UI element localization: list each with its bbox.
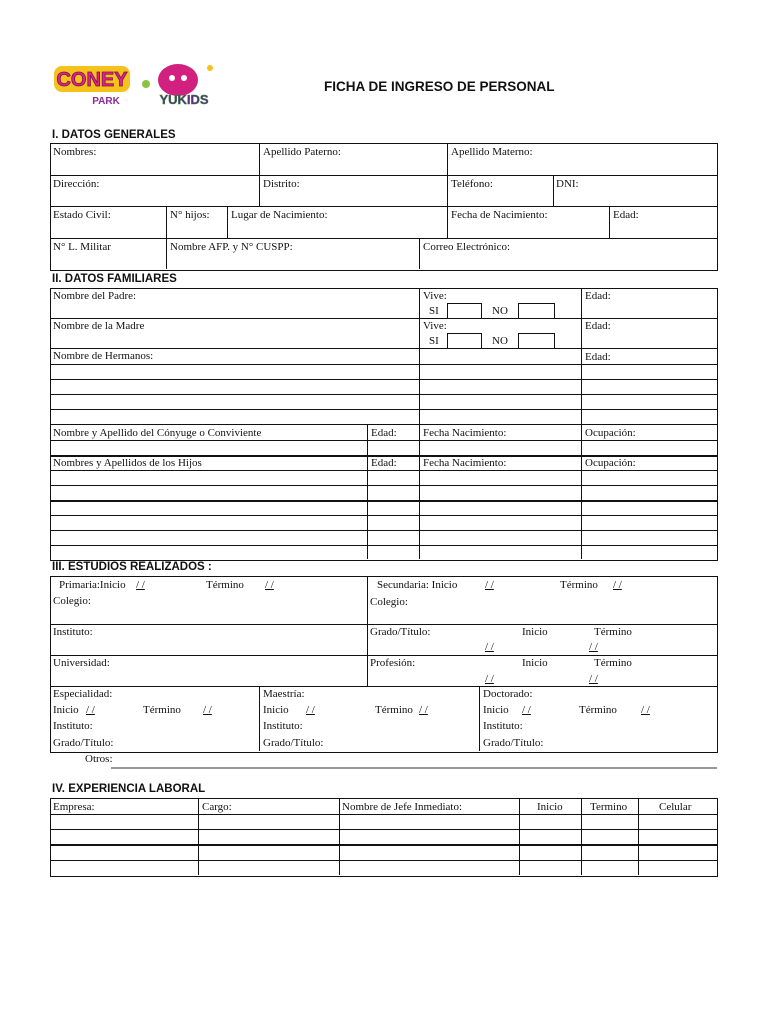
label-doctorado-grado: Grado/Título: xyxy=(483,737,544,749)
label-hijos-fecha: Fecha Nacimiento: xyxy=(423,457,507,469)
label-dni: DNI: xyxy=(556,178,579,190)
label-universidad: Universidad: xyxy=(53,657,110,669)
label-padre-si: SI xyxy=(429,305,439,317)
instituto-inicio-date: / / xyxy=(485,641,494,653)
label-secundaria-colegio: Colegio: xyxy=(370,596,408,608)
universidad-inicio-date: / / xyxy=(485,673,494,685)
label-secundaria-inicio: Secundaria: Inicio xyxy=(377,579,458,591)
label-especialidad-termino: Término xyxy=(143,704,181,716)
label-doctorado-inicio: Inicio xyxy=(483,704,509,716)
col-empresa: Empresa: xyxy=(53,801,95,813)
label-distrito: Distrito: xyxy=(263,178,300,190)
label-secundaria-termino: Término xyxy=(560,579,598,591)
label-padre-edad: Edad: xyxy=(585,290,611,302)
primaria-inicio-date: / / xyxy=(136,579,145,591)
label-conyuge-edad: Edad: xyxy=(371,427,397,439)
coney-park-logo xyxy=(54,62,132,106)
label-telefono: Teléfono: xyxy=(451,178,493,190)
label-conyuge-ocupacion: Ocupación: xyxy=(585,427,636,439)
label-conyuge-fecha: Fecha Nacimiento: xyxy=(423,427,507,439)
label-otros: Otros: xyxy=(85,753,113,765)
label-maestria-inicio: Inicio xyxy=(263,704,289,716)
primaria-termino-date: / / xyxy=(265,579,274,591)
label-universidad-termino: Término xyxy=(594,657,632,669)
label-apellido-paterno: Apellido Paterno: xyxy=(263,146,341,158)
especialidad-inicio-date: / / xyxy=(86,704,95,716)
label-lugar-nacimiento: Lugar de Nacimiento: xyxy=(231,209,328,221)
col-jefe: Nombre de Jefe Inmediato: xyxy=(342,801,463,813)
madre-vive-si-box[interactable] xyxy=(447,333,482,349)
label-primaria-colegio: Colegio: xyxy=(53,595,91,607)
maestria-termino-date: / / xyxy=(419,704,428,716)
label-doctorado: Doctorado: xyxy=(483,688,533,700)
label-primaria-termino: Término xyxy=(206,579,244,591)
col-celular: Celular xyxy=(659,801,692,813)
label-madre-no: NO xyxy=(492,335,508,347)
col-termino: Termino xyxy=(590,801,628,813)
label-nombre-madre: Nombre de la Madre xyxy=(53,320,145,332)
coney-logo-sub: PARK xyxy=(92,96,120,106)
label-conyuge: Nombre y Apellido del Cónyuge o Conviviente xyxy=(53,427,262,439)
label-afp: Nombre AFP. y N° CUSPP: xyxy=(170,241,293,253)
otros-line[interactable] xyxy=(111,767,717,769)
label-instituto: Instituto: xyxy=(53,626,93,638)
label-primaria-inicio: Primaria:Inicio xyxy=(59,579,126,591)
label-especialidad: Especialidad: xyxy=(53,688,113,700)
label-nombres: Nombres: xyxy=(53,146,97,158)
label-nombre-hermanos: Nombre de Hermanos: xyxy=(53,350,154,362)
label-madre-edad: Edad: xyxy=(585,320,611,332)
label-padre-no: NO xyxy=(492,305,508,317)
label-nombre-padre: Nombre del Padre: xyxy=(53,290,137,302)
label-instituto-inicio: Inicio xyxy=(522,626,548,638)
doctorado-termino-date: / / xyxy=(641,704,650,716)
label-hijos-edad: Edad: xyxy=(371,457,397,469)
label-fecha-nacimiento: Fecha de Nacimiento: xyxy=(451,209,548,221)
label-edad: Edad: xyxy=(613,209,639,221)
label-instituto-termino: Término xyxy=(594,626,632,638)
universidad-termino-date: / / xyxy=(589,673,598,685)
label-especialidad-grado: Grado/Título: xyxy=(53,737,114,749)
label-hijos-ocupacion: Ocupación: xyxy=(585,457,636,469)
doctorado-inicio-date: / / xyxy=(522,704,531,716)
col-inicio: Inicio xyxy=(537,801,563,813)
label-padre-vive: Vive: xyxy=(423,290,447,302)
label-doctorado-instituto: Instituto: xyxy=(483,720,523,732)
coney-logo-text: CONEY xyxy=(56,69,128,91)
section-experiencia: IV. EXPERIENCIA LABORAL xyxy=(52,783,206,795)
label-maestria-instituto: Instituto: xyxy=(263,720,303,732)
label-doctorado-termino: Término xyxy=(579,704,617,716)
section-datos-familiares: II. DATOS FAMILIARES xyxy=(52,273,177,285)
label-universidad-inicio: Inicio xyxy=(522,657,548,669)
label-direccion: Dirección: xyxy=(53,178,100,190)
label-maestria: Maestría: xyxy=(263,688,305,700)
label-maestria-termino: Término xyxy=(375,704,413,716)
label-hermanos-edad: Edad: xyxy=(585,351,611,363)
label-madre-si: SI xyxy=(429,335,439,347)
label-grado-titulo-1: Grado/Título: xyxy=(370,626,431,638)
generales-table xyxy=(50,143,718,271)
label-maestria-grado: Grado/Título: xyxy=(263,737,324,749)
label-apellido-materno: Apellido Materno: xyxy=(451,146,533,158)
label-especialidad-instituto: Instituto: xyxy=(53,720,93,732)
yukids-logo xyxy=(140,60,226,112)
label-madre-vive: Vive: xyxy=(423,320,447,332)
especialidad-termino-date: / / xyxy=(203,704,212,716)
form-title: FICHA DE INGRESO DE PERSONAL xyxy=(324,79,555,94)
secundaria-inicio-date: / / xyxy=(485,579,494,591)
section-estudios: III. ESTUDIOS REALIZADOS : xyxy=(52,561,212,573)
padre-vive-no-box[interactable] xyxy=(518,303,555,319)
section-datos-generales: I. DATOS GENERALES xyxy=(52,129,176,141)
label-correo: Correo Electrónico: xyxy=(423,241,511,253)
label-estado-civil: Estado Civil: xyxy=(53,209,111,221)
padre-vive-si-box[interactable] xyxy=(447,303,482,319)
yukids-logo-text: YUKIDS xyxy=(159,92,209,107)
label-libreta-militar: N° L. Militar xyxy=(53,241,111,253)
label-especialidad-inicio: Inicio xyxy=(53,704,79,716)
instituto-termino-date: / / xyxy=(589,641,598,653)
maestria-inicio-date: / / xyxy=(306,704,315,716)
label-profesion: Profesión: xyxy=(370,657,416,669)
label-num-hijos: N° hijos: xyxy=(170,209,210,221)
label-hijos: Nombres y Apellidos de los Hijos xyxy=(53,457,202,469)
madre-vive-no-box[interactable] xyxy=(518,333,555,349)
col-cargo: Cargo: xyxy=(202,801,232,813)
secundaria-termino-date: / / xyxy=(613,579,622,591)
